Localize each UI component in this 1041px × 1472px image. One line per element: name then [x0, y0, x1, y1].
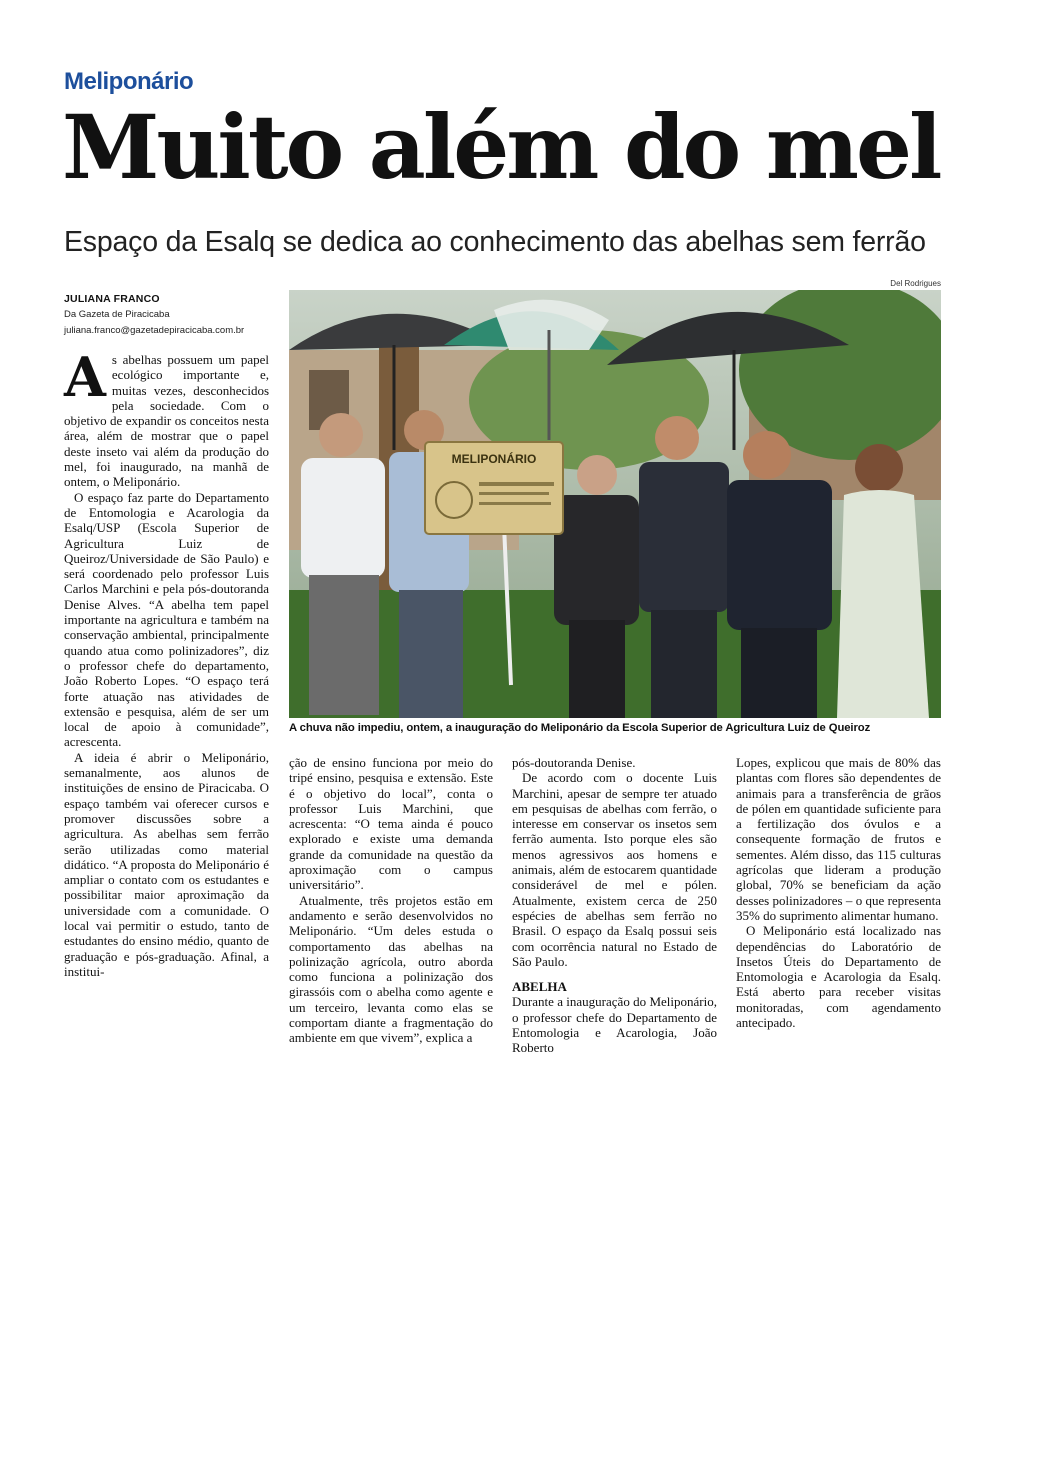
- plaque-sign-text: MELIPONÁRIO: [451, 452, 537, 466]
- paragraph-7: O Meliponário está localizado nas dependências do Laboratório de Insetos Úteis do Departamento de Entomologia e Acarologia da Esalq. Está aberto para receber visitas monitoradas, com agendamento antecipado.: [736, 923, 941, 1031]
- article-column-2: [289, 755, 493, 1046]
- byline-author: JULIANA FRANCO: [64, 293, 160, 305]
- paragraph-5: De acordo com o docente Luis Marchini, apesar de sempre ter atuado em pesquisas de abelhas com ferrão, o interesse em conservar os insetos sem ferrão aumenta. Isto porque eles são menos agressivos aos homens e animais, além de estocarem quantidade considerável de mel e pólen. Atualmente, existem cerca de 250 espécies de abelhas sem ferrão no Brasil. O espaço da Esalq possui seis com ocorrência natural no Estado de São Paulo.: [512, 770, 717, 969]
- news-photo: [289, 290, 941, 718]
- paragraph-2: O espaço faz parte do Departamento de Entomologia e Acarologia da Esalq/USP (Escola Superior de Agricultura Luiz de Queiroz/Universidade de São Paulo) e será coordenado pelo professor Luis Carlos Marchini e pela pós-doutoranda Denise Alves. “A abelha tem papel importante na agricultura e também na conservação ambiental, principalmente quando atua como polinizadores”, diz o professor chefe do departamento, João Roberto Lopes. “O espaço terá forte atuação nas atividades de extensão e pesquisa, além de ser um local de apoio à comunidade”, acrescenta.: [64, 489, 269, 750]
- paragraph-3-continued: ção de ensino funciona por meio do tripé ensino, pesquisa e extensão. Este é o objetivo do local”, conta o professor Luis Marchini, que acrescenta: “O tema ainda é pouco explorado e existe uma demanda grande da comunidade na questão da aproximação com o campus universitário”.: [289, 755, 493, 893]
- photo-caption: A chuva não impediu, ontem, a inauguração do Meliponário da Escola Superior de Agricultura Luiz de Queiroz: [289, 722, 871, 734]
- article-column-4: [736, 755, 941, 1030]
- paragraph-1: [64, 345, 269, 490]
- subtitle: Espaço da Esalq se dedica ao conhecimento das abelhas sem ferrão: [64, 226, 926, 258]
- subhead-abelha: ABELHA: [512, 979, 567, 995]
- byline: [64, 291, 244, 339]
- byline-org: Da Gazeta de Piracicaba: [64, 309, 170, 320]
- article-column-1: [64, 345, 269, 979]
- paragraph-1-text: s abelhas possuem um papel ecológico importante e, muitas vezes, desconhecidos pela sociedade. Com o objetivo de expandir os conceitos nesta área, além de mostrar que o papel deste inseto vai além da produção do mel, foi inaugurado, na manhã de ontem, o Meliponário.: [64, 352, 269, 490]
- byline-email: juliana.franco@gazetadepiracicaba.com.br: [64, 325, 245, 336]
- paragraph-3: A ideia é abrir o Meliponário, semanalmente, aos alunos de instituições de ensino de Piracicaba. O espaço também vai oferecer cursos e promover discussões sobre a agricultura. As abelhas sem ferrão serão utilizadas como material didático. “A proposta do Meliponário é ampliar o contato com os estudantes e possibilitar maior aproximação da universidade com a comunidade. O local vai permitir o estudo, tanto de estudantes do ensino médio, quanto de graduação e pós-graduação. Afinal, a institui-: [64, 749, 269, 979]
- article-column-3: [512, 755, 717, 1056]
- section-kicker: Meliponário: [64, 68, 194, 95]
- paragraph-6: Durante a inauguração do Meliponário, o professor chefe do Departamento de Entomologia e Acarologia, João Roberto: [512, 994, 717, 1056]
- drop-cap: A: [64, 345, 106, 409]
- photo-credit: Del Rodrigues: [890, 279, 941, 288]
- headline: Muito além do mel: [62, 95, 940, 199]
- paragraph-6-continued: Lopes, explicou que mais de 80% das plantas com flores são dependentes de animais para a transferência de grãos de pólen em quantidade suficiente para a fertilização dos óvulos e a consequente formação de frutos e sementes. Além disso, das 115 culturas agrícolas que lideram a produção global, 70% se beneficiam da ação desses polinizadores – o que representa 35% do suprimento alimentar humano.: [736, 755, 941, 923]
- paragraph-4: Atualmente, três projetos estão em andamento e serão desenvolvidos no Meliponário. “Um deles estuda o comportamento das abelhas na polinização agrícola, outro aborda como funciona a polinização dos girassóis com o abelha como agente e um terceiro, levanta como elas se comportam diante a fragmentação do ambiente em que vivem”, explica a: [289, 892, 493, 1046]
- paragraph-4-continued: pós-doutoranda Denise.: [512, 755, 636, 770]
